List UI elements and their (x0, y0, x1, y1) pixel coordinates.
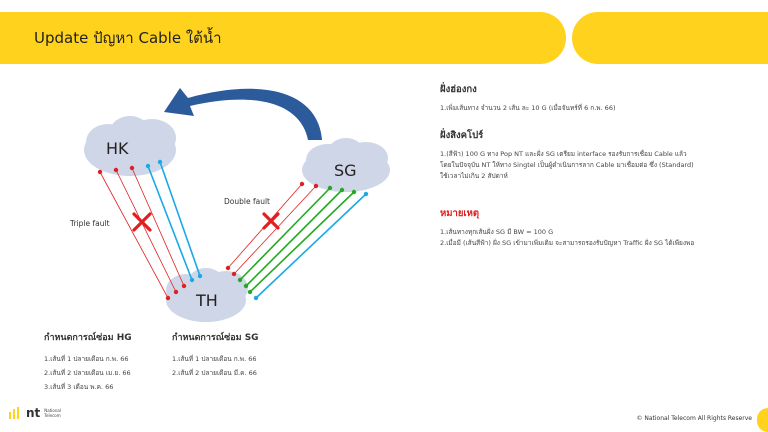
repair-sg-item-1: 1.เส้นที่ 1 ปลายเดือน ก.พ. 66 (172, 355, 257, 363)
note-line-1: 1.เส้นทางทุกเส้นฝั่ง SG มี BW = 100 G (440, 228, 554, 236)
footer-accent-pill (757, 408, 768, 432)
nt-logo (8, 406, 61, 420)
note-line-2: 2.เมื่อมี (เส้นสีฟ้า) ฝั่ง SG เข้ามาเพิ่มเติม จะสามารถรองรับปัญหา Traffic ฝั่ง SG ได้เพียงพอ (440, 239, 695, 247)
repair-sg-heading: กำหนดการณ์ซ่อม SG (172, 333, 259, 343)
triple-fault-x-icon (134, 214, 150, 230)
sg-side-line-2: โดยในปัจจุบัน NT ให้ทาง Singtel เป็นผู้ดำเนินการลาก Cable มาเชื่อมต่อ ซึ่ง (Standard) (440, 161, 694, 169)
sg-label: SG (334, 161, 357, 180)
nt-logo-sub-1: National (44, 408, 61, 413)
double-fault-x-icon (264, 214, 278, 228)
hk-side-heading: ฝั่งฮ่องกง (440, 84, 477, 95)
repair-hg-item-1: 1.เส้นที่ 1 ปลายเดือน ก.พ. 66 (44, 355, 129, 363)
sg-side-line-3: ใช้เวลาไม่เกิน 2 สัปดาห์ (440, 172, 508, 180)
nt-logo-sub-2: Telecom (44, 413, 61, 418)
sg-side-line-1: 1.(สีฟ้า) 100 G ทาง Pop NT และฝั่ง SG เตรียม interface รองรับการเชื่อม Cable แล้ว (440, 150, 687, 158)
hk-side-section (440, 82, 760, 114)
note-heading: หมายเหตุ (440, 208, 480, 219)
sg-side-heading: ฝั่งสิงคโปร์ (440, 130, 484, 141)
page-title: Update ปัญหา Cable ใต้น้ำ (34, 29, 222, 47)
copyright-text: © National Telecom All Rights Reserve (636, 415, 752, 422)
sg-side-section (440, 128, 760, 182)
repair-sg-section (172, 330, 312, 380)
note-section (440, 206, 760, 249)
th-label: TH (196, 291, 218, 310)
reroute-arrow-icon (164, 88, 322, 140)
repair-hg-section (44, 330, 174, 394)
header-accent-pill (572, 12, 768, 64)
repair-sg-item-2: 2.เส้นที่ 2 ปลายเดือน มี.ค. 66 (172, 369, 257, 377)
nt-logo-mark-icon (8, 406, 22, 420)
repair-hg-item-2: 2.เส้นที่ 2 ปลายเดือน เม.ย. 66 (44, 369, 131, 377)
double-fault-label: Double fault (224, 197, 270, 206)
hk-side-line: 1.เพิ่มเส้นทาง จำนวน 2 เส้น ละ 10 G (เมื่อจันทร์ที่ 6 ก.พ. 66) (440, 104, 616, 112)
repair-hg-item-3: 3.เส้นที่ 3 เดือน พ.ค. 66 (44, 383, 114, 391)
hk-th-cyan-cables (148, 162, 200, 280)
hk-th-red-cables (100, 168, 184, 298)
triple-fault-label: Triple fault (70, 219, 110, 228)
nt-logo-text: nt (26, 406, 41, 420)
cable-diagram (60, 80, 420, 330)
hk-label: HK (106, 139, 129, 158)
repair-hg-heading: กำหนดการณ์ซ่อม HG (44, 333, 132, 343)
